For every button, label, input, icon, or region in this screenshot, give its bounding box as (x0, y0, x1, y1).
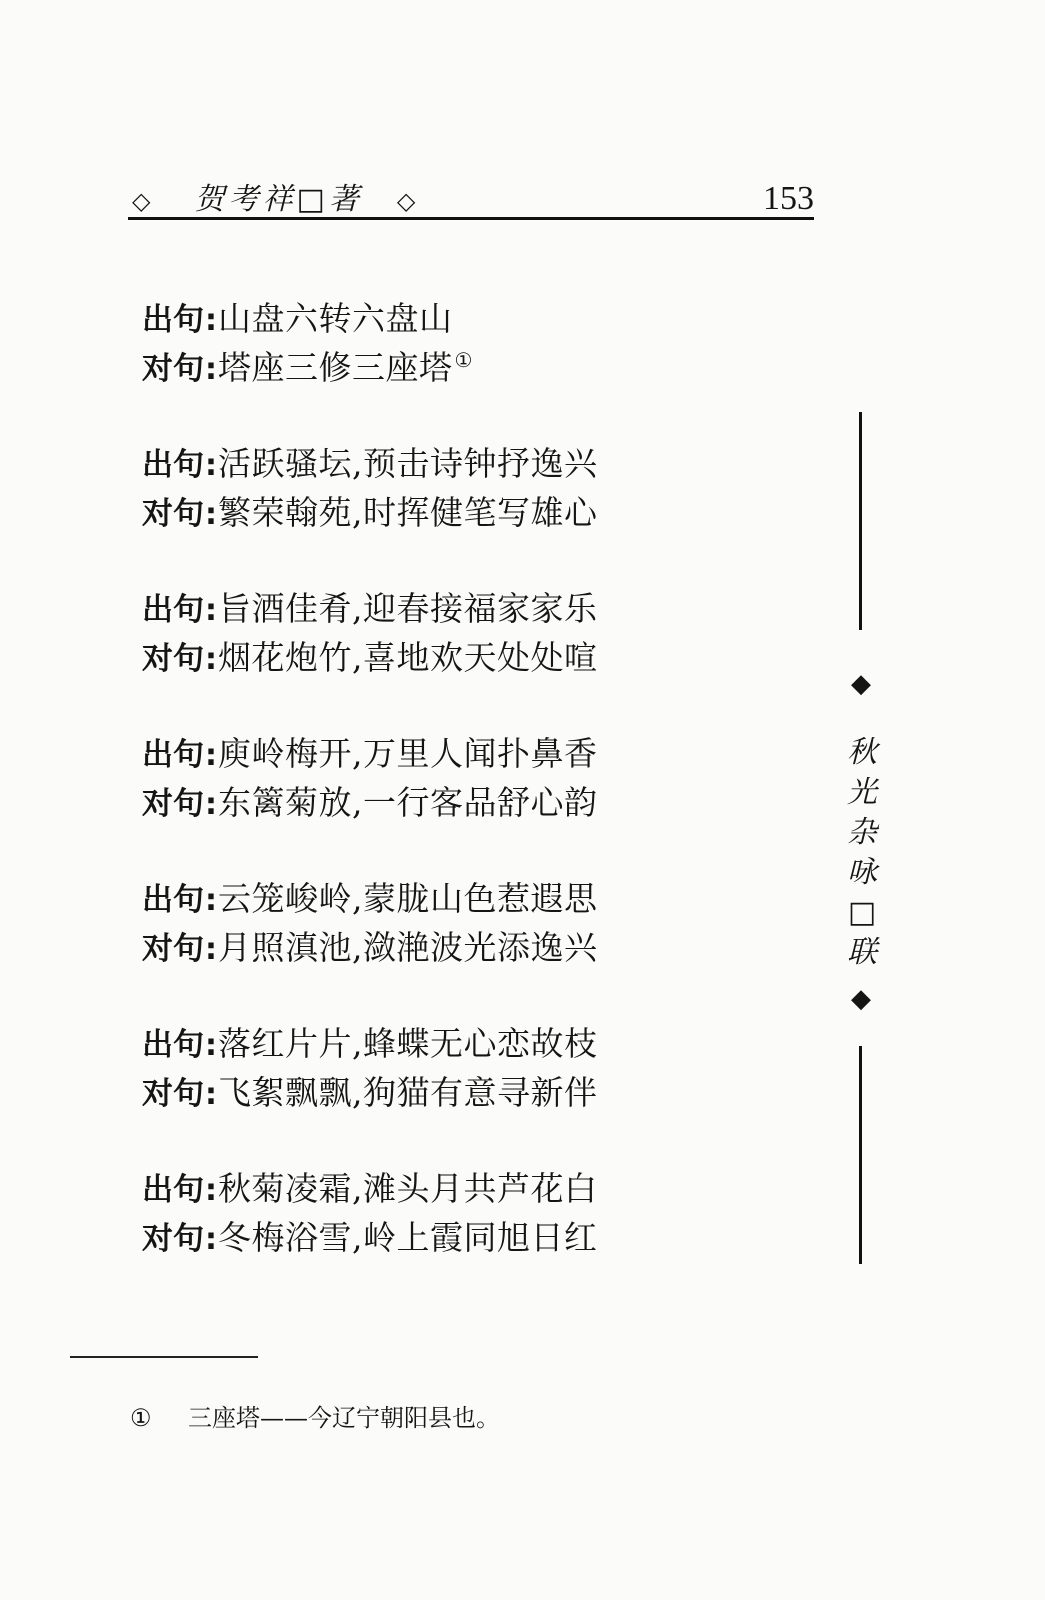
out-text: 云笼峻岭,蒙胧山色惹遐思 (218, 879, 598, 918)
pair-text: 东篱菊放,一行客品舒心韵 (218, 783, 598, 822)
section-title-char: 联 (847, 935, 877, 970)
pair-text: 塔座三修三座塔 (218, 348, 453, 387)
pair-line: 对句:飞絮飘飘,狗猫有意寻新伴 (142, 1073, 598, 1112)
pair-label: 对句 (142, 786, 204, 822)
out-text: 活跃骚坛,预击诗钟抒逸兴 (218, 444, 598, 483)
couplet-pair (142, 1019, 682, 1117)
section-title-char: 咏 (847, 855, 877, 890)
pair-label: 对句 (142, 351, 204, 387)
out-text: 秋菊凌霜,滩头月共芦花白 (218, 1169, 598, 1208)
couplet-list (142, 294, 682, 1262)
out-line: 出句:落红片片,蜂蝶无心恋故枝 (142, 1024, 598, 1063)
pair-text: 繁荣翰苑,时挥健笔写雄心 (218, 493, 598, 532)
pair-text: 月照滇池,潋滟波光添逸兴 (218, 928, 598, 967)
out-text: 庾岭梅开,万里人闻扑鼻香 (218, 734, 598, 773)
out-line: 出句:山盘六转六盘山 (142, 299, 453, 338)
section-title-char: □ (847, 895, 877, 930)
pair-text: 飞絮飘飘,狗猫有意寻新伴 (218, 1073, 598, 1112)
couplet-pair (142, 874, 682, 972)
out-label: 出句 (142, 882, 204, 918)
couplet-pair (142, 729, 682, 827)
out-line: 出句:云笼峻岭,蒙胧山色惹遐思 (142, 879, 598, 918)
pair-label: 对句 (142, 1076, 204, 1112)
section-title-char: 光 (847, 775, 877, 810)
header-author: 贺考祥□著 (194, 182, 363, 217)
pair-text: 冬梅浴雪,岭上霞同旭日红 (218, 1218, 598, 1257)
out-line: 出句:旨酒佳肴,迎春接福家家乐 (142, 589, 598, 628)
side-diamond-bottom-icon: ◆ (851, 984, 871, 1014)
pair-label: 对句 (142, 496, 204, 532)
couplet-pair (142, 1164, 682, 1262)
pair-label: 对句 (142, 931, 204, 967)
pair-line: 对句:月照滇池,潋滟波光添逸兴 (142, 928, 598, 967)
out-text: 旨酒佳肴,迎春接福家家乐 (218, 589, 598, 628)
section-title-char: 秋 (847, 735, 877, 770)
pair-line: 对句:塔座三修三座塔 ① (142, 348, 473, 387)
footnote-rule (70, 1356, 258, 1358)
out-label: 出句 (142, 592, 204, 628)
couplet-pair (142, 294, 682, 392)
footnote-marker: ① (130, 1404, 152, 1432)
side-rule-bottom (859, 1046, 862, 1264)
couplet-pair (142, 584, 682, 682)
out-line: 出句:庾岭梅开,万里人闻扑鼻香 (142, 734, 598, 773)
footnote-text: 三座塔——今辽宁朝阳县也。 (188, 1404, 500, 1432)
footnote (130, 1400, 500, 1436)
page-number: 153 (763, 180, 814, 217)
out-label: 出句 (142, 1027, 204, 1063)
section-title-vertical (838, 733, 886, 973)
pair-label: 对句 (142, 1221, 204, 1257)
pair-line: 对句:东篱菊放,一行客品舒心韵 (142, 783, 598, 822)
pair-line: 对句:烟花炮竹,喜地欢天处处喧 (142, 638, 598, 677)
pair-line: 对句:繁荣翰苑,时挥健笔写雄心 (142, 493, 598, 532)
side-diamond-top-icon: ◆ (851, 669, 871, 699)
section-title-char: 杂 (847, 815, 877, 850)
out-label: 出句 (142, 447, 204, 483)
pair-line: 对句:冬梅浴雪,岭上霞同旭日红 (142, 1218, 598, 1257)
pair-text: 烟花炮竹,喜地欢天处处喧 (218, 638, 598, 677)
out-label: 出句 (142, 1172, 204, 1208)
out-line: 出句:活跃骚坛,预击诗钟抒逸兴 (142, 444, 598, 483)
footnote-reference: ① (454, 348, 473, 372)
out-label: 出句 (142, 302, 204, 338)
running-header (132, 178, 415, 222)
header-left-diamond-icon: ◇ (132, 187, 151, 215)
side-rule-top (859, 412, 862, 630)
header-rule (128, 217, 814, 220)
out-line: 出句:秋菊凌霜,滩头月共芦花白 (142, 1169, 598, 1208)
header-right-diamond-icon: ◇ (396, 187, 416, 215)
out-text: 山盘六转六盘山 (218, 299, 453, 338)
couplet-pair (142, 439, 682, 537)
out-label: 出句 (142, 737, 204, 773)
out-text: 落红片片,蜂蝶无心恋故枝 (218, 1024, 598, 1063)
pair-label: 对句 (142, 641, 204, 677)
